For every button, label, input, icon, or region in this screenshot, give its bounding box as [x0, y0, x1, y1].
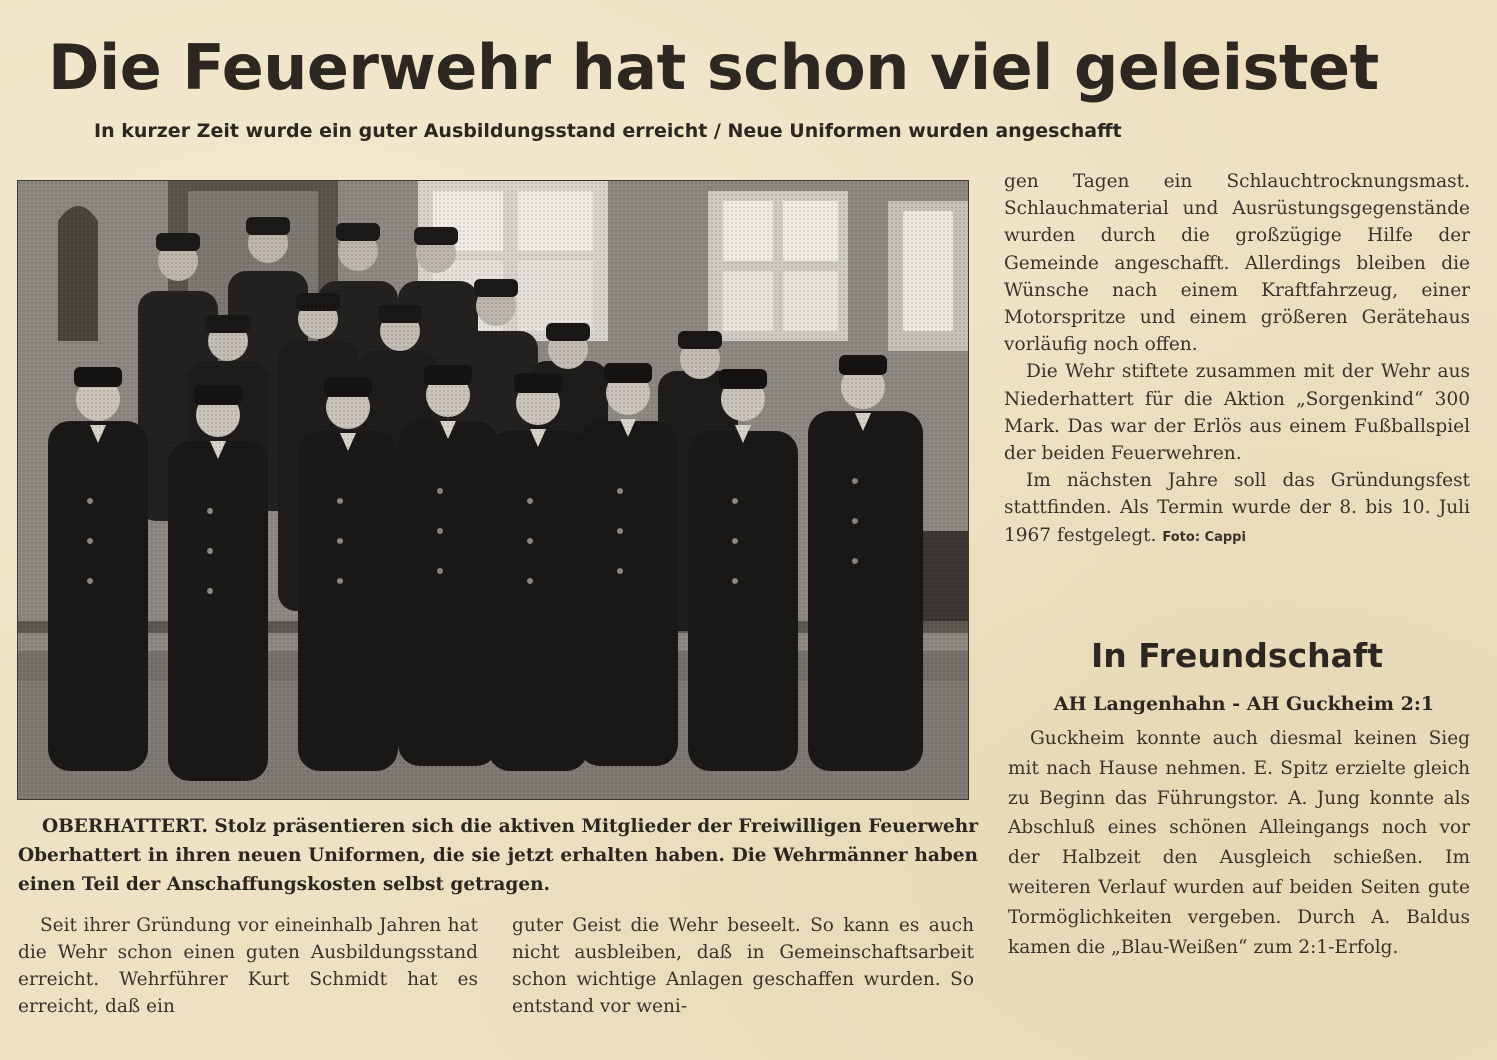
article-paragraph-final — [1004, 467, 1470, 551]
photo-caption: OBERHATTERT. Stolz präsentieren sich die aktiven Mitglieder der Freiwilligen Feuerwehr Oberhattert in ihren neuen Uniformen, die sie jetzt erhalten haben. Die Wehrmänner haben einen Teil der Anschaffungskosten selbst getragen. — [18, 816, 978, 895]
article-paragraph-text: Im nächsten Jahre soll das Gründungsfest stattfinden. Als Termin wurde der 8. bis 10. Juli 1967 festgelegt. — [1004, 470, 1470, 546]
article-paragraph: guter Geist die Wehr beseelt. So kann es auch nicht ausbleiben, daß in Gemeinschaftsarbeit schon wichtige Anlagen geschaffen wurden. So entstand vor weni- — [512, 915, 974, 1017]
article-paragraph: Seit ihrer Gründung vor eineinhalb Jahren hat die Wehr schon einen guten Ausbildungsstand erreicht. Wehrführer Kurt Schmidt hat es erreicht, daß ein — [18, 915, 478, 1017]
photo-illustration — [18, 181, 968, 799]
article-paragraph: gen Tagen ein Schlauchtrocknungsmast. Schlauchmaterial und Ausrüstungsgegenstände wurden durch die großzügige Hilfe der Gemeinde angeschafft. Allerdings bleiben die Wünsche nach einem Kraftfahrzeug, einer Motorspritze und einem größeren Gerätehaus vorläufig noch offen. — [1004, 171, 1470, 356]
article-column-3 — [1004, 168, 1470, 551]
sport-score-line: AH Langenhahn - AH Guckheim 2:1 — [1053, 693, 1435, 715]
article-column-1 — [18, 912, 478, 1020]
sport-paragraph: Guckheim konnte auch diesmal keinen Sieg mit nach Hause nehmen. E. Spitz erzielte gleich zu Beginn das Führungstor. A. Jung konnte als Abschluß eines schönen Alleingangs noch vor der Halbzeit den Ausgleich schießen. Im weiteren Verlauf wurden auf beiden Seiten gute Tormöglichkeiten vergeben. Durch A. Baldus kamen die „Blau-Weißen“ zum 2:1-Erfolg. — [1008, 728, 1470, 958]
group-photo — [17, 180, 969, 800]
article-paragraph: Die Wehr stiftete zusammen mit der Wehr aus Niederhattert für die Aktion „Sorgenkind“ 300 Mark. Das war der Erlös aus einem Fußballspiel der beiden Feuerwehren. — [1004, 361, 1470, 465]
headline: Die Feuerwehr hat schon viel geleistet — [48, 31, 1379, 104]
sport-article-body — [1008, 724, 1470, 962]
article-column-2 — [512, 912, 974, 1020]
sport-headline: In Freundschaft — [1090, 636, 1384, 675]
subheadline: In kurzer Zeit wurde ein guter Ausbildungsstand erreicht / Neue Uniformen wurden angeschafft — [94, 120, 1122, 142]
photo-credit: Foto: Cappi — [1162, 529, 1246, 545]
